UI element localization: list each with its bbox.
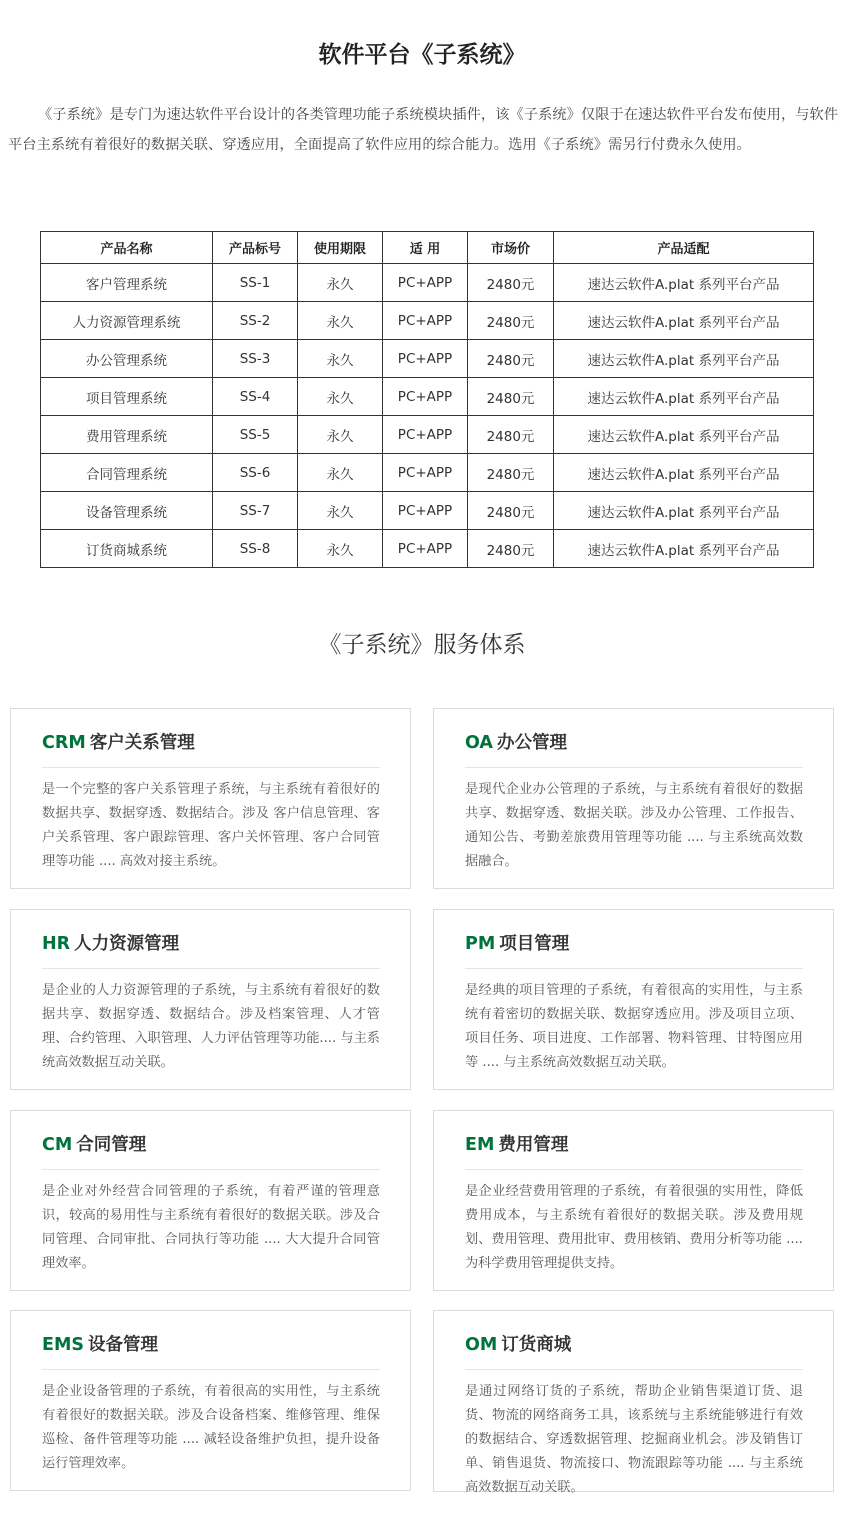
card-description: 是一个完整的客户关系管理子系统，与主系统有着很好的数据共享、数据穿透、数据结合。涉及 客户信息管理、客户关系管理、客户跟踪管理、客户关怀管理、客户合同管理等功能 .... 高效对接主系统。 <box>42 782 380 869</box>
service-card-em <box>433 1110 834 1291</box>
table-cell: 永久 <box>298 454 383 492</box>
card-description: 是现代企业办公管理的子系统，与主系统有着很好的数据共享、数据穿透、数据关联。涉及办公管理、工作报告、通知公告、考勤差旅费用管理等功能 .... 与主系统高效数据融合。 <box>465 782 803 869</box>
table-cell: 速达云软件A.plat 系列平台产品 <box>554 264 814 302</box>
page-title: 软件平台《子系统》 <box>318 42 526 68</box>
table-cell: 永久 <box>298 416 383 454</box>
table-cell: 速达云软件A.plat 系列平台产品 <box>554 416 814 454</box>
table-cell: 速达云软件A.plat 系列平台产品 <box>554 492 814 530</box>
card-name: 客户关系管理 <box>89 733 195 753</box>
service-card-oa <box>433 708 834 889</box>
service-card-crm <box>10 708 411 889</box>
table-cell: 2480元 <box>468 454 554 492</box>
card-description: 是企业对外经营合同管理的子系统，有着严谨的管理意识，较高的易用性与主系统有着很好的数据关联。涉及合同管理、合同审批、合同执行等功能 .... 大大提升合同管理效率。 <box>42 1184 380 1271</box>
table-cell: 人力资源管理系统 <box>41 302 213 340</box>
table-cell: 2480元 <box>468 416 554 454</box>
table-row <box>41 492 814 530</box>
table-cell: 2480元 <box>468 302 554 340</box>
table-cell: SS-6 <box>213 454 298 492</box>
card-abbr: OM <box>465 1335 498 1355</box>
table-cell: 速达云软件A.plat 系列平台产品 <box>554 340 814 378</box>
table-cell: 永久 <box>298 492 383 530</box>
card-title <box>42 1133 380 1170</box>
card-description: 是企业设备管理的子系统，有着很高的实用性，与主系统有着很好的数据关联。涉及合设备档案、维修管理、维保巡检、备件管理等功能 .... 减轻设备维护负担，提升设备运行管理效率。 <box>42 1384 380 1471</box>
card-name: 人力资源管理 <box>74 934 180 954</box>
table-cell: PC+APP <box>383 454 468 492</box>
card-abbr: CRM <box>42 733 86 753</box>
services-section-title: 《子系统》服务体系 <box>318 632 526 658</box>
card-title <box>465 731 803 768</box>
table-cell: SS-5 <box>213 416 298 454</box>
column-header: 使用期限 <box>298 232 383 264</box>
table-cell: 客户管理系统 <box>41 264 213 302</box>
card-title <box>465 1333 803 1370</box>
card-description: 是企业经营费用管理的子系统，有着很强的实用性，降低费用成本，与主系统有着很好的数据关联。涉及费用规划、费用管理、费用批审、费用核销、费用分析等功能 .... 为科学费用管理提供支持。 <box>465 1184 803 1271</box>
card-abbr: OA <box>465 733 493 753</box>
table-cell: PC+APP <box>383 340 468 378</box>
table-cell: PC+APP <box>383 416 468 454</box>
table-cell: SS-4 <box>213 378 298 416</box>
table-cell: 2480元 <box>468 378 554 416</box>
table-row <box>41 378 814 416</box>
table-cell: 办公管理系统 <box>41 340 213 378</box>
card-abbr: EMS <box>42 1335 84 1355</box>
service-card-ems <box>10 1310 411 1491</box>
card-title <box>465 1133 803 1170</box>
table-cell: SS-1 <box>213 264 298 302</box>
table-cell: 订货商城系统 <box>41 530 213 568</box>
table-cell: 速达云软件A.plat 系列平台产品 <box>554 302 814 340</box>
table-cell: 永久 <box>298 378 383 416</box>
card-title <box>42 932 380 969</box>
table-cell: 2480元 <box>468 340 554 378</box>
table-cell: 2480元 <box>468 492 554 530</box>
table-cell: 永久 <box>298 340 383 378</box>
table-row <box>41 302 814 340</box>
table-cell: SS-2 <box>213 302 298 340</box>
table-cell: 2480元 <box>468 264 554 302</box>
product-table <box>40 231 814 568</box>
table-cell: 项目管理系统 <box>41 378 213 416</box>
table-cell: 费用管理系统 <box>41 416 213 454</box>
card-abbr: CM <box>42 1135 73 1155</box>
table-cell: PC+APP <box>383 378 468 416</box>
table-header-row <box>41 232 814 264</box>
card-abbr: PM <box>465 934 496 954</box>
table-cell: PC+APP <box>383 492 468 530</box>
table-row <box>41 530 814 568</box>
column-header: 市场价 <box>468 232 554 264</box>
card-name: 订货商城 <box>501 1335 572 1355</box>
card-description: 是企业的人力资源管理的子系统，与主系统有着很好的数据共享、数据穿透、数据结合。涉及档案管理、人才管理、合约管理、入职管理、人力评估管理等功能.... 与主系统高效数据互动关联。 <box>42 983 380 1070</box>
card-name: 费用管理 <box>498 1135 569 1155</box>
table-row <box>41 416 814 454</box>
card-abbr: EM <box>465 1135 495 1155</box>
card-name: 办公管理 <box>496 733 567 753</box>
card-title <box>42 731 380 768</box>
card-description: 是通过网络订货的子系统，帮助企业销售渠道订货、退货、物流的网络商务工具，该系统与主系统能够进行有效的数据结合、穿透数据管理、挖掘商业机会。涉及销售订单、销售退货、物流接口、物流跟踪等功能 .... 与主系统高效数据互动关联。 <box>465 1384 803 1495</box>
column-header: 产品名称 <box>41 232 213 264</box>
table-row <box>41 264 814 302</box>
table-cell: SS-3 <box>213 340 298 378</box>
table-cell: 设备管理系统 <box>41 492 213 530</box>
card-title <box>465 932 803 969</box>
card-name: 合同管理 <box>76 1135 147 1155</box>
table-cell: 永久 <box>298 530 383 568</box>
table-cell: 永久 <box>298 264 383 302</box>
service-card-cm <box>10 1110 411 1291</box>
service-card-hr <box>10 909 411 1090</box>
table-cell: 速达云软件A.plat 系列平台产品 <box>554 530 814 568</box>
table-row <box>41 340 814 378</box>
table-cell: PC+APP <box>383 530 468 568</box>
table-row <box>41 454 814 492</box>
column-header: 适 用 <box>383 232 468 264</box>
table-cell: 2480元 <box>468 530 554 568</box>
column-header: 产品标号 <box>213 232 298 264</box>
card-name: 项目管理 <box>499 934 570 954</box>
service-card-pm <box>433 909 834 1090</box>
table-cell: 速达云软件A.plat 系列平台产品 <box>554 378 814 416</box>
table-cell: 合同管理系统 <box>41 454 213 492</box>
card-name: 设备管理 <box>87 1335 158 1355</box>
column-header: 产品适配 <box>554 232 814 264</box>
card-description: 是经典的项目管理的子系统，有着很高的实用性，与主系统有着密切的数据关联、数据穿透应用。涉及项目立项、项目任务、项目进度、工作部署、物料管理、甘特图应用等 .... 与主系统高效数据互动关联。 <box>465 983 803 1070</box>
table-cell: 永久 <box>298 302 383 340</box>
service-card-om <box>433 1310 834 1495</box>
card-title <box>42 1333 380 1370</box>
card-abbr: HR <box>42 934 71 954</box>
table-cell: 速达云软件A.plat 系列平台产品 <box>554 454 814 492</box>
table-cell: SS-8 <box>213 530 298 568</box>
table-cell: SS-7 <box>213 492 298 530</box>
table-cell: PC+APP <box>383 264 468 302</box>
table-cell: PC+APP <box>383 302 468 340</box>
intro-paragraph: 《子系统》是专门为速达软件平台设计的各类管理功能子系统模块插件，该《子系统》仅限于在速达软件平台发布使用，与软件平台主系统有着很好的数据关联、穿透应用，全面提高了软件应用的综合能力。选用《子系统》需另行付费永久使用。 <box>8 107 839 153</box>
